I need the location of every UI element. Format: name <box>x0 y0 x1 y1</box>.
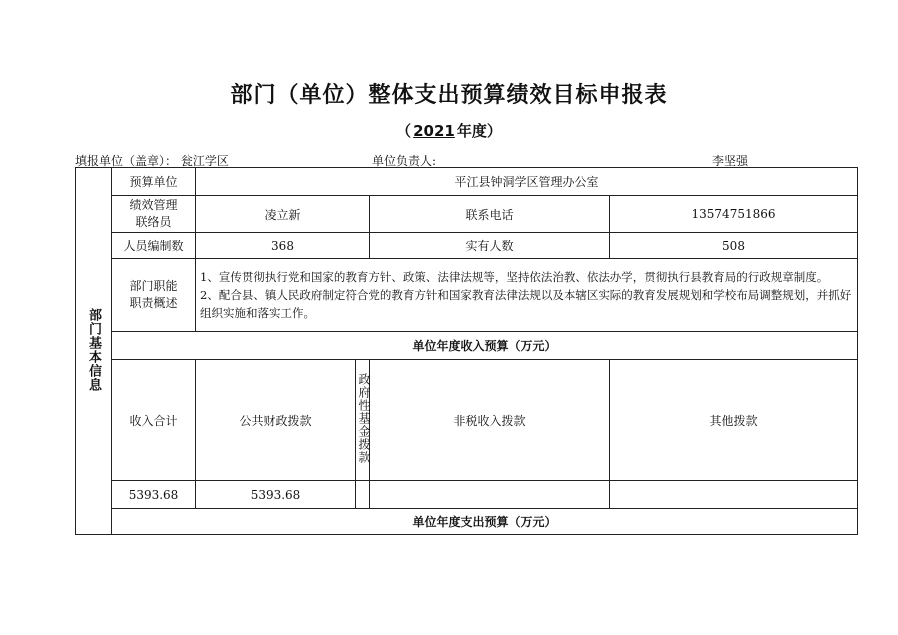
budget-unit-value: 平江县钟洞学区管理办公室 <box>196 168 858 196</box>
row-contact <box>76 196 858 233</box>
phone-label: 联系电话 <box>370 196 610 233</box>
income-heading: 单位年度收入预算（万元） <box>112 332 858 360</box>
income-col-public-finance: 公共财政拨款 <box>196 360 356 481</box>
row-income-values <box>76 481 858 509</box>
duty-label-line1: 部门职能 <box>129 279 178 293</box>
filler-label: 填报单位（盖章）： <box>75 154 178 168</box>
section-label: 部门基本信息 <box>86 307 101 392</box>
income-col-gov-fund-cell <box>356 360 370 481</box>
duty-label-cell <box>112 259 196 332</box>
budget-unit-label: 预算单位 <box>112 168 196 196</box>
report-year <box>0 120 898 141</box>
staff-value: 368 <box>196 233 370 259</box>
income-col-total: 收入合计 <box>112 360 196 481</box>
row-duty <box>76 259 858 332</box>
row-budget-unit <box>76 168 858 196</box>
income-total-value: 5393.68 <box>112 481 196 509</box>
duty-description <box>196 259 858 332</box>
income-gov-fund-value <box>356 481 370 509</box>
duty-line-2: 2、配合县、镇人民政府制定符合党的教育方针和国家教育法律法规以及本辖区实际的教育发展规划和学校布局调整规划，并抓好组织实施和落实工作。 <box>200 288 852 320</box>
duty-label-line2: 职责概述 <box>129 296 178 310</box>
duty-line-1: 1、宣传贯彻执行党和国家的教育方针、政策、法律法规等，坚持依法治教、依法办学，贯彻执行县教育局的行政规章制度。 <box>200 270 829 284</box>
income-non-tax-value <box>370 481 610 509</box>
contact-label-line1: 绩效管理 <box>129 198 178 212</box>
budget-form-table <box>75 167 858 535</box>
income-col-other: 其他拨款 <box>610 360 858 481</box>
row-income-columns <box>76 360 858 481</box>
filler-value: 瓮江学区 <box>180 154 229 168</box>
income-other-value <box>610 481 858 509</box>
income-col-gov-fund: 政府性基金拨款 <box>357 373 371 464</box>
unit-head-name: 李坚强 <box>712 154 749 168</box>
expense-heading: 单位年度支出预算（万元） <box>112 509 858 535</box>
page-title: 部门（单位）整体支出预算绩效目标申报表 <box>230 83 668 108</box>
year-close: ） <box>486 122 502 140</box>
unit-head-label: 单位负责人: <box>372 154 437 168</box>
year-value: 2021 <box>413 122 455 140</box>
phone-value: 13574751866 <box>610 196 858 233</box>
actual-value: 508 <box>610 233 858 259</box>
actual-label: 实有人数 <box>370 233 610 259</box>
row-expense-heading <box>76 509 858 535</box>
staff-label: 人员编制数 <box>112 233 196 259</box>
contact-value: 凌立新 <box>196 196 370 233</box>
section-label-cell <box>76 168 112 535</box>
year-suffix: 年度 <box>456 122 487 140</box>
row-income-heading <box>76 332 858 360</box>
income-col-non-tax: 非税收入拨款 <box>370 360 610 481</box>
contact-label-line2: 联络员 <box>135 215 172 229</box>
income-public-finance-value: 5393.68 <box>196 481 356 509</box>
contact-label-cell <box>112 196 196 233</box>
year-open: （ <box>396 122 412 140</box>
row-staff <box>76 233 858 259</box>
